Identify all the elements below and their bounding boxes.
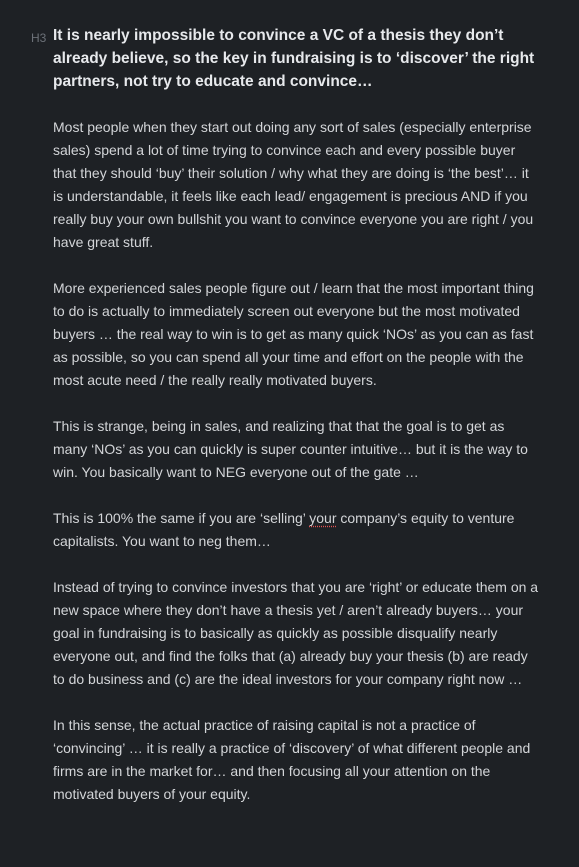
heading-block[interactable] (31, 24, 539, 93)
paragraph-4-text-after: company’s equity to venture capitalists. You want to neg them… (53, 510, 515, 549)
paragraph-2[interactable]: More experienced sales people figure out / learn that the most important thing to do is actually to immediately screen out everyone but the most motivated buyers … the real way to win is to get as many quick ‘NOs’ as you can as fast as possible, so you can spend all your time and effort on the people with the most acute need / the really really motivated buyers. (53, 280, 534, 388)
paragraph-6[interactable]: In this sense, the actual practice of raising capital is not a practice of ‘convincing’ … it is really a practice of ‘discovery’ of what different people and firms are in the market for… and then focusing all your attention on the motivated buyers of your equity. (53, 717, 531, 802)
heading-text[interactable]: It is nearly impossible to convince a VC of a thesis they don’t already believe, so the key in fundraising is to ‘discover’ the right partners, not try to educate and convince… (53, 27, 535, 90)
paragraph-5[interactable]: Instead of trying to convince investors that you are ‘right’ or educate them on a new space where they don’t have a thesis yet / aren’t already buyers… your goal in fundraising is to basically as quickly as possible disqualify nearly everyone out, and find the folks that (a) already buy your thesis (b) are ready to do business and (c) are the ideal investors for your company right now … (53, 579, 539, 687)
heading-level-marker: H3 (31, 31, 47, 45)
paragraph-1[interactable]: Most people when they start out doing any sort of sales (especially enterprise sales) spend a lot of time trying to convince each and every possible buyer that they should ‘buy’ their solution / why what they are doing is ‘the best’… it is understandable, it feels like each lead/ engagement is precious AND if you really buy your own bullshit you want to convince everyone you are right / you have great stuff. (53, 119, 534, 250)
paragraph-4[interactable] (53, 507, 539, 553)
paragraph-3[interactable]: This is strange, being in sales, and realizing that that the goal is to get as many ‘NOs’ as you can quickly is super counter intuitive… but it is the way to win. You basically want to NEG everyone out of the gate … (53, 418, 528, 480)
spellcheck-flagged-word[interactable]: your (309, 510, 337, 526)
paragraph-4-text-before: This is 100% the same if you are ‘selling’ (53, 510, 310, 526)
